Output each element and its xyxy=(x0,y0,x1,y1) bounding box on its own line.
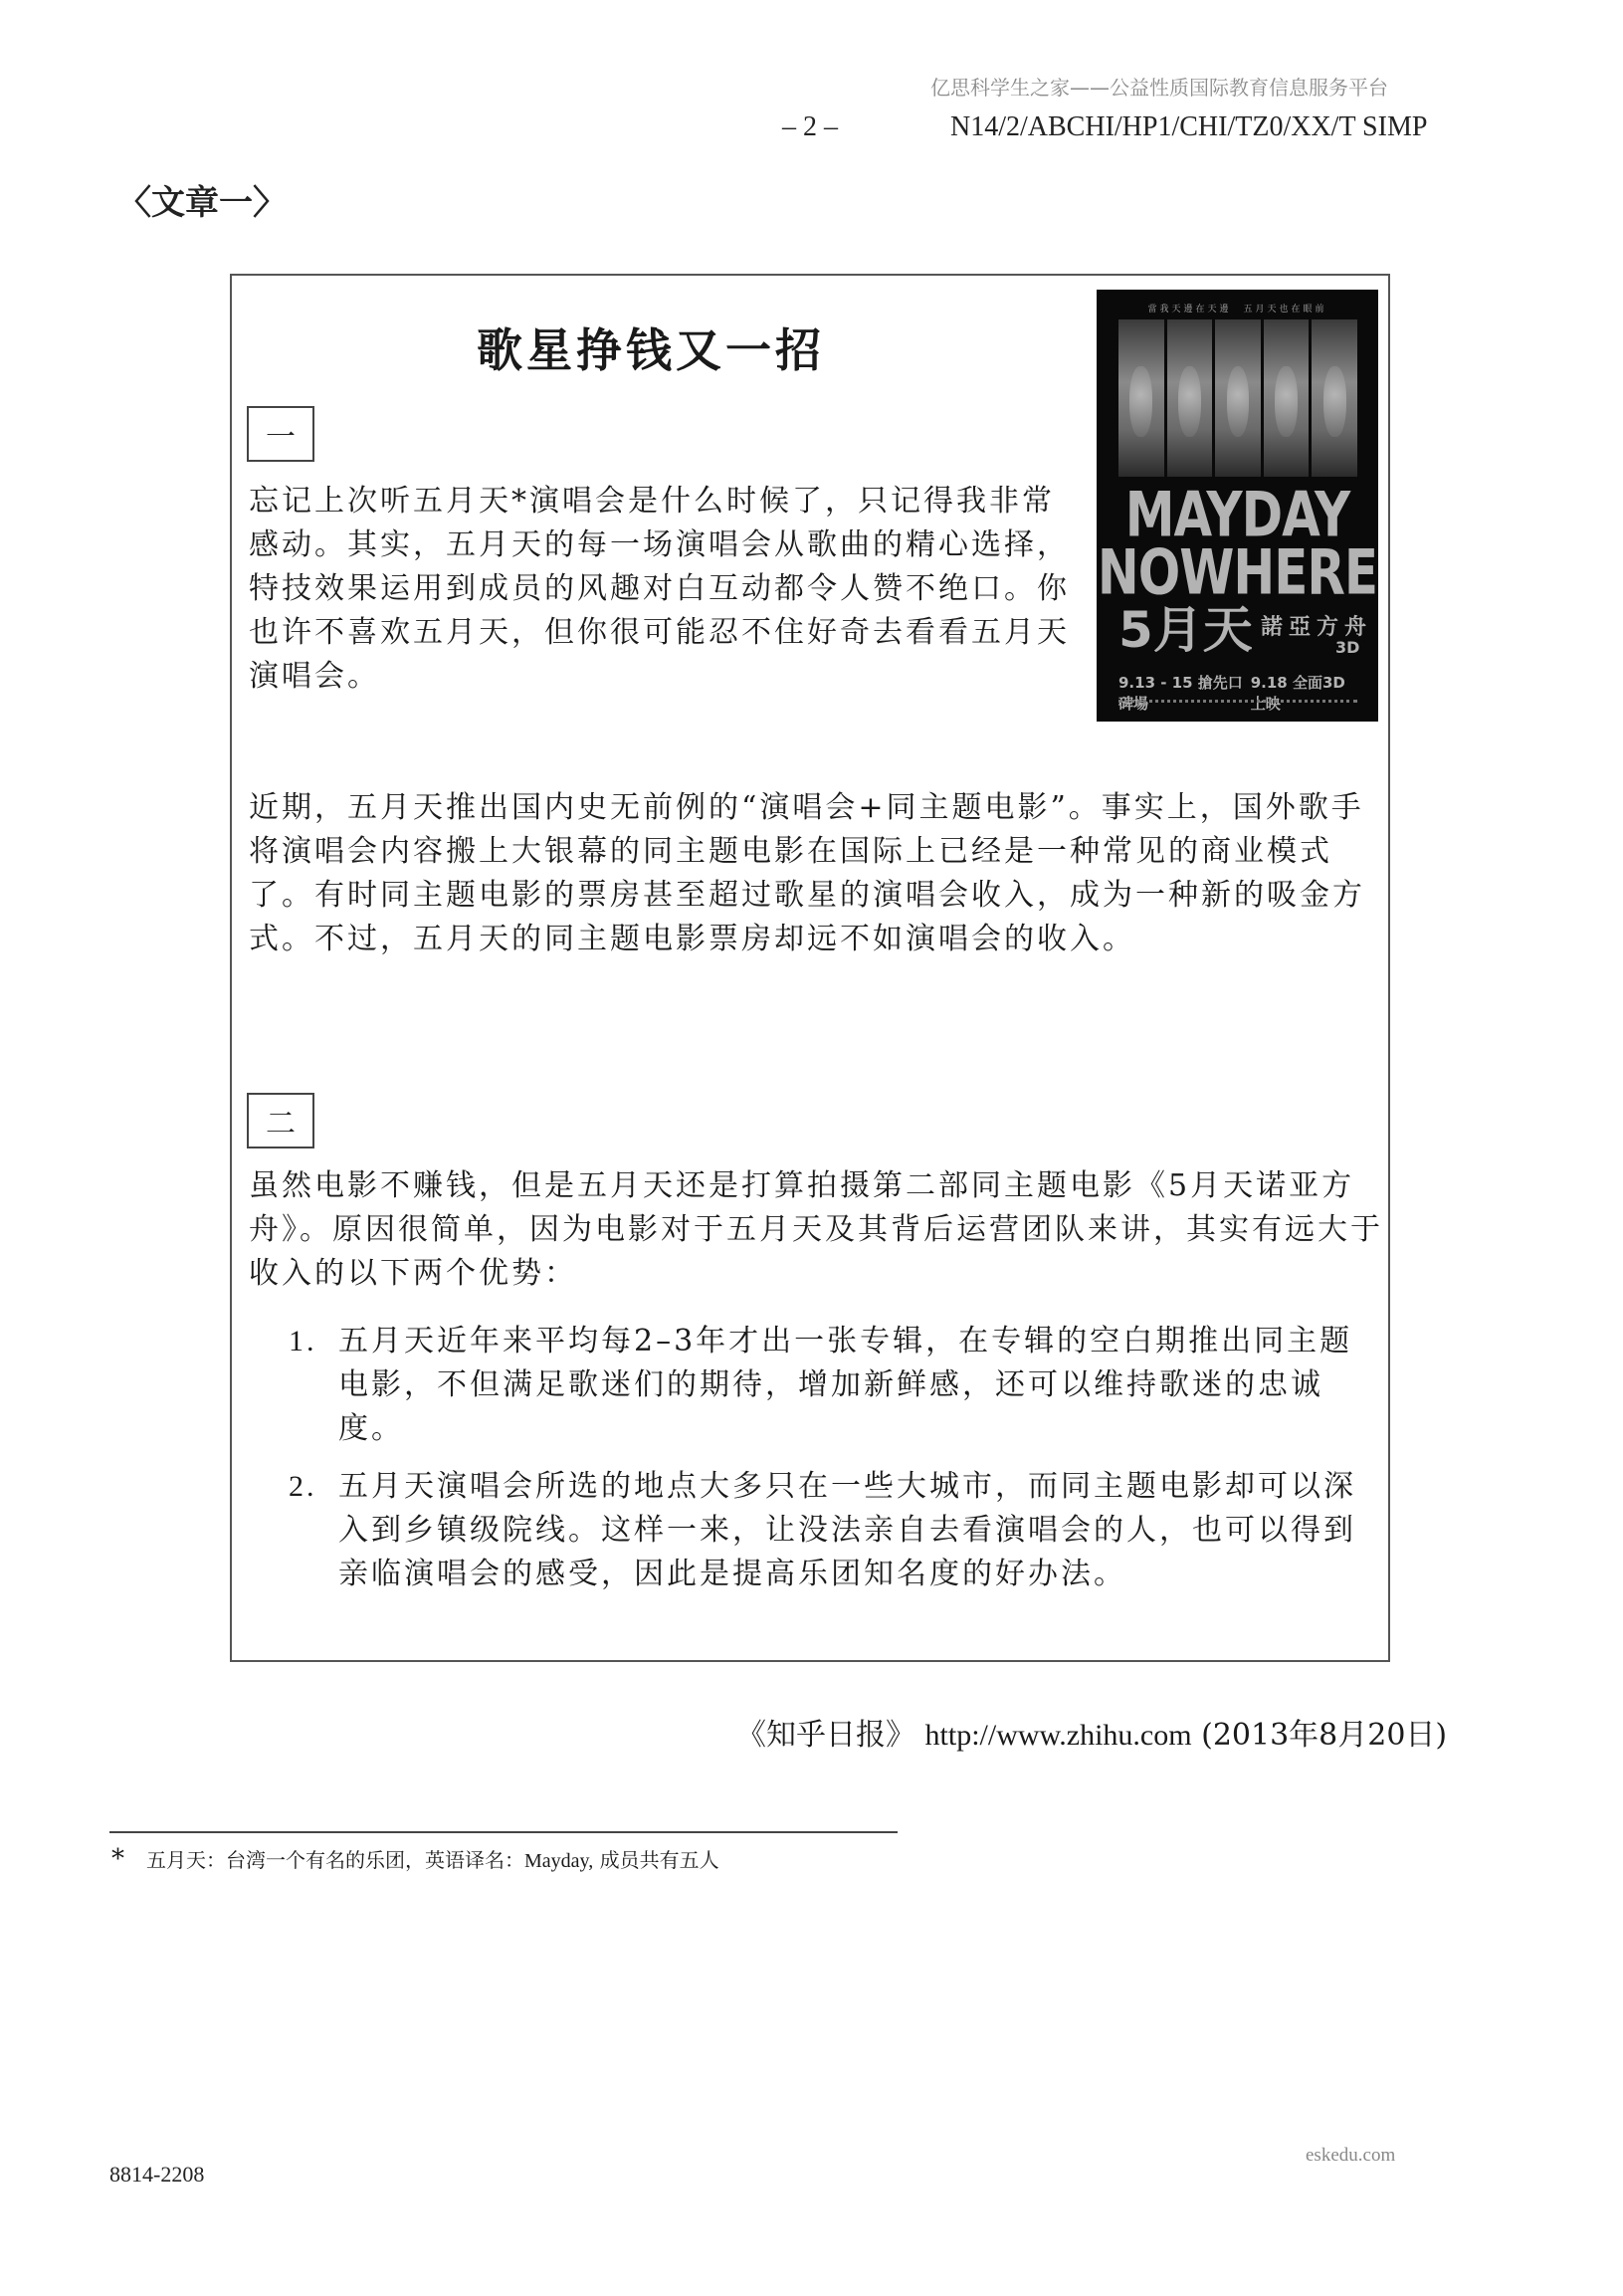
portrait-2 xyxy=(1167,319,1213,477)
list-number-2: 2. xyxy=(289,1470,317,1503)
section-2-paragraph-1: 虽然电影不赚钱，但是五月天还是打算拍摄第二部同主题电影《5月天诺亚方舟》。原因很简单，因为电影对于五月天及其背后运营团队来讲，其实有远大于收入的以下两个优势： xyxy=(249,1168,1383,1291)
article-title: 歌星挣钱又一招 xyxy=(477,323,825,377)
footer-watermark: eskedu.com xyxy=(1306,2145,1396,2166)
footnote-text-cn2: 成员共有五人 xyxy=(593,1848,719,1872)
footnote xyxy=(111,1844,719,1874)
source-publication: 《知乎日报》 xyxy=(736,1718,915,1753)
poster-sponsor-logos xyxy=(1118,700,1357,709)
portrait-5 xyxy=(1312,319,1357,477)
document-code: 8814-2208 xyxy=(109,2162,205,2187)
poster-cn-subtitle: 諾亞方舟 xyxy=(1261,615,1373,640)
source-date: (2013年8月20日) xyxy=(1201,1718,1448,1753)
list-item-1 xyxy=(249,1320,1383,1451)
advantage-list xyxy=(249,1320,1383,1596)
list-text-2: 五月天演唱会所选的地点大多只在一些大城市，而同主题电影却可以深入到乡镇级院线。这样一来，让没法亲自去看演唱会的人，也可以得到亲临演唱会的感受，因此是提高乐团知名度的好办法。 xyxy=(338,1469,1356,1591)
poster-top-text: 當我天邊在天邊 五月天也在眼前 xyxy=(1147,305,1327,314)
list-item-2 xyxy=(249,1465,1383,1596)
article-label: 〈文章一〉 xyxy=(117,183,287,223)
section-marker-1: 一 xyxy=(247,406,314,462)
article-source xyxy=(736,1710,1447,1754)
portrait-1 xyxy=(1118,319,1164,477)
source-url: http://www.zhihu.com xyxy=(924,1719,1192,1752)
section-1-paragraph-1: 忘记上次听五月天*演唱会是什么时候了，只记得我非常感动。其实，五月天的每一场演唱会从歌曲的精心选择，特技效果运用到成员的风趣对白互动都令人赞不绝口。你也许不喜欢五月天，但你很可能忍不住好奇去看看五月天演唱会。 xyxy=(249,484,1070,694)
section-1-paragraph-2: 近期，五月天推出国内史无前例的“演唱会+同主题电影”。事实上，国外歌手将演唱会内容搬上大银幕的同主题电影在国际上已经是一种常见的商业模式了。有时同主题电影的票房甚至超过歌星的演唱会收入，成为一种新的吸金方式。不过，五月天的同主题电影票房却远不如演唱会的收入。 xyxy=(249,790,1365,956)
section-marker-2: 二 xyxy=(247,1093,314,1148)
paper-code: N14/2/ABCHI/HP1/CHI/TZ0/XX/T SIMP xyxy=(950,111,1428,142)
portrait-4 xyxy=(1264,319,1310,477)
poster-date-right: 9.18 全面3D上映 xyxy=(1250,674,1345,713)
poster-date-left: 9.13 - 15 搶先口碑場 xyxy=(1118,674,1243,713)
footnote-divider xyxy=(109,1831,898,1833)
footnote-text-en: Mayday, xyxy=(524,1850,594,1872)
poster-band-portraits xyxy=(1118,319,1357,477)
page-number: – 2 – xyxy=(782,111,838,142)
footnote-asterisk: * xyxy=(111,1844,124,1874)
poster-title-line1: MAYDAY xyxy=(1124,478,1350,551)
footnote-text-cn: 五月天：台湾一个有名的乐团，英语译名： xyxy=(146,1848,524,1872)
list-number-1: 1. xyxy=(289,1325,317,1357)
poster-format: 3D xyxy=(1335,638,1360,657)
portrait-3 xyxy=(1215,319,1261,477)
poster-title-line2: NOWHERE xyxy=(1097,535,1378,609)
poster-cn-title: 5月天 xyxy=(1118,601,1253,659)
header-watermark: 亿思科学生之家——公益性质国际教育信息服务平台 xyxy=(930,76,1388,100)
movie-poster-image xyxy=(1097,290,1378,722)
list-text-1: 五月天近年来平均每2–3年才出一张专辑，在专辑的空白期推出同主题电影，不但满足歌迷们的期待，增加新鲜感，还可以维持歌迷的忠诚度。 xyxy=(338,1324,1353,1446)
